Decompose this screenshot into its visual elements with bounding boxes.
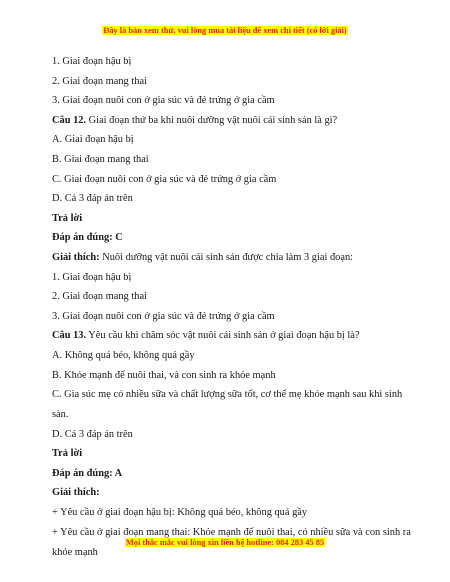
document-body <box>52 56 412 566</box>
question-12 <box>52 115 412 127</box>
list-item: + Yêu cầu ở giai đoạn mang thai: Khỏe mạnh để nuôi thai, có nhiều sữa và con sinh ra khỏe mạnh <box>52 526 411 558</box>
explanation-label: Giải thích: <box>52 251 100 263</box>
option-c: C. Gia súc mẹ có nhiều sữa và chất lượng sữa tốt, cơ thể mẹ khỏe mạnh sau khi sinh sản. <box>52 389 403 421</box>
list-item: 2. Giai đoạn mang thai <box>52 75 147 87</box>
preview-notice-text: Đây là bản xem thử, vui lòng mua tài liệu để xem chi tiết (có lời giải) <box>103 26 347 35</box>
list-item: 1. Giai đoạn hậu bị <box>52 56 132 67</box>
option-a: A. Không quá béo, không quá gầy <box>52 349 195 361</box>
preview-notice-banner <box>0 25 450 36</box>
answer-heading: Trả lời <box>52 212 83 224</box>
option-b: B. Giai đoạn mang thai <box>52 153 149 165</box>
list-item: + Yêu cầu ở giai đoạn hậu bị: Không quá béo, không quá gầy <box>52 507 308 519</box>
question-text: Giai đoạn thứ ba khi nuôi dưỡng vật nuôi cái sinh sản là gì? <box>86 114 338 126</box>
question-label: Câu 13. <box>52 330 87 342</box>
option-a: A. Giai đoạn hậu bị <box>52 134 134 146</box>
list-item: 2. Giai đoạn mang thai <box>52 291 147 303</box>
explanation <box>52 487 412 499</box>
list-item: 3. Giai đoạn nuôi con ở gia súc và đẻ trứng ở gia cầm <box>52 310 275 322</box>
explanation-text: Nuôi dưỡng vật nuôi cái sinh sản được chia làm 3 giai đoạn: <box>99 251 354 263</box>
explanation <box>52 252 412 264</box>
hotline-text: Mọi thắc mắc vui lòng xin liên hệ hotline: 084 283 45 85 <box>125 538 325 547</box>
option-d: D. Cả 3 đáp án trên <box>52 428 133 440</box>
list-item: 3. Giai đoạn nuôi con ở gia súc và đẻ trứng ở gia cầm <box>52 95 275 107</box>
correct-answer: Đáp án đúng: C <box>52 232 123 244</box>
correct-answer: Đáp án đúng: A <box>52 467 123 479</box>
question-label: Câu 12. <box>52 114 87 126</box>
hotline-banner <box>0 537 450 548</box>
list-item: 1. Giai đoạn hậu bị <box>52 271 132 283</box>
option-c: C. Giai đoạn nuôi con ở gia súc và đẻ trứng ở gia cầm <box>52 173 277 185</box>
option-d: D. Cả 3 đáp án trên <box>52 193 133 205</box>
question-13 <box>52 330 412 342</box>
question-text: Yêu cầu khi chăm sóc vật nuôi cái sinh sản ở giai đoạn hậu bị là? <box>86 330 360 342</box>
answer-heading: Trả lời <box>52 448 83 460</box>
option-b: B. Khỏe mạnh để nuôi thai, và con sinh ra khỏe mạnh <box>52 369 276 381</box>
explanation-label: Giải thích: <box>52 487 100 499</box>
